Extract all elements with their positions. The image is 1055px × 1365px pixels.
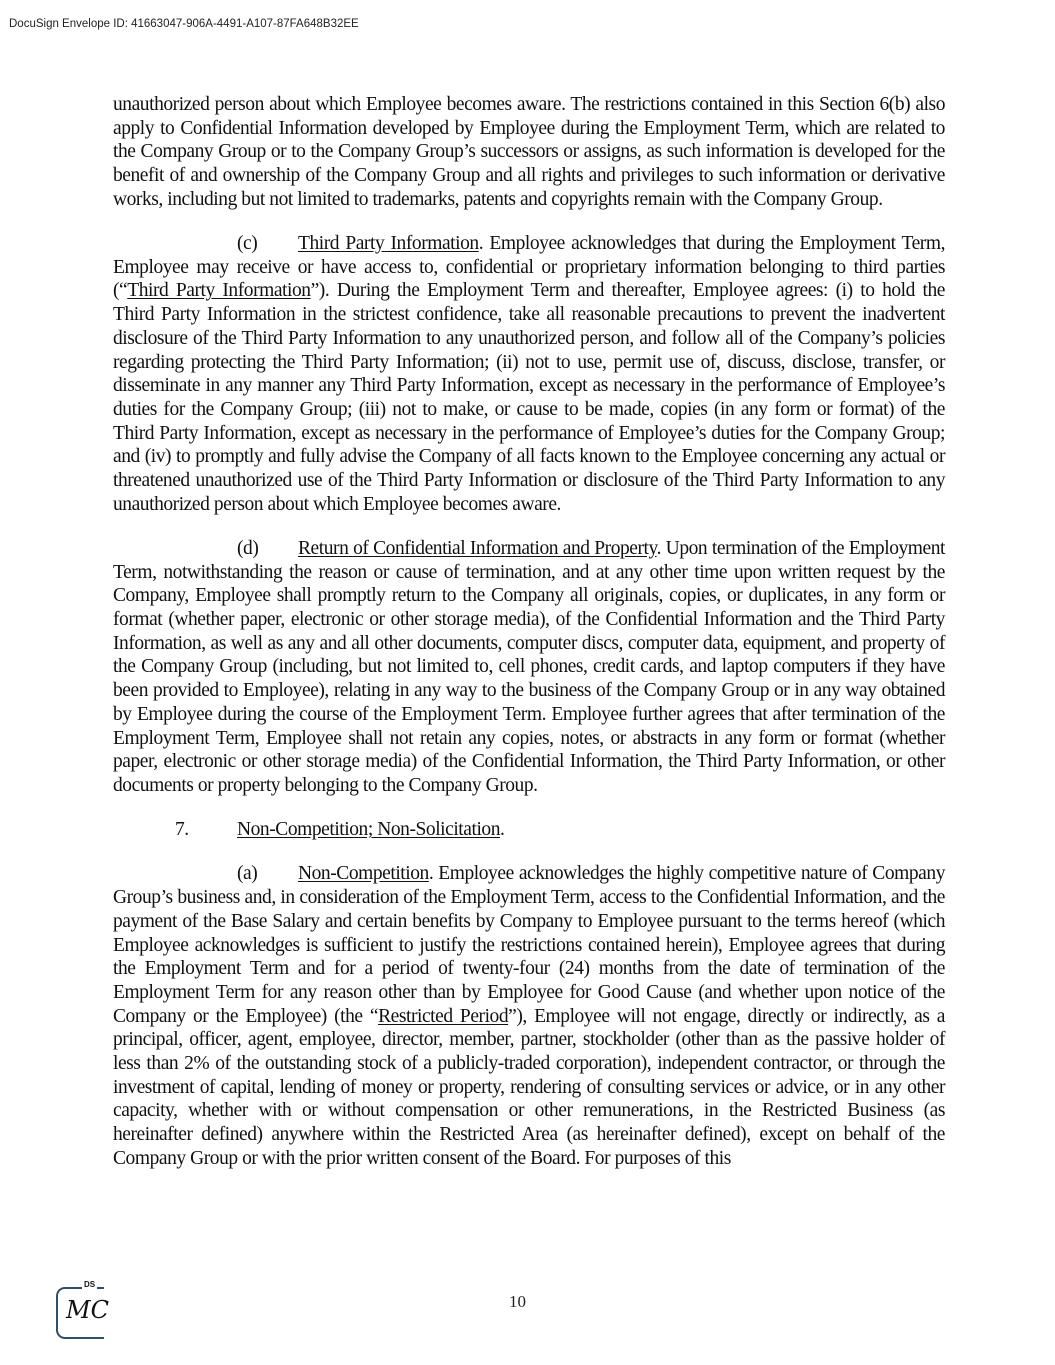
section-7a-label: (a) [237,863,258,885]
section-7-number: 7. [175,819,189,841]
signer-initials: MC [66,1296,109,1324]
page-number: 10 [509,1292,526,1311]
section-7a-title: Non-Competition [298,863,429,885]
section-d-title: Return of Confidential Information and Property [298,537,657,559]
section-7a-intro: . Employee acknowledges the highly competitive nature of Company Group’s business and, in consideration of the Employment Term, access to the Confidential Information, and the payment of the Base Salary and certain benefits by Company to Employee pursuant to the terms hereof (which Employee acknowledges is sufficient to justify the restrictions contained herein), Employee agrees that during the Employment Term and for a period of twenty-four (24) months from the date of termination of the Employment Term for any reason other than by Employee for Good Cause (and whether upon notice of the Company or the Employee) (the “ [113,863,945,1027]
section-c-label: (c) [237,233,258,255]
defined-term-third-party-information: Third Party Information [127,280,311,302]
section-7a-non-competition [113,862,945,1170]
section-d-return-of-property [113,537,945,798]
docusign-ds-label: DS [84,1280,96,1289]
defined-term-restricted-period: Restricted Period [378,1005,509,1027]
section-d-body: . Upon termination of the Employment Term, notwithstanding the reason or cause of termination, and at any other time upon written request by the Company, Employee shall promptly return to the Company all originals, copies, or duplicates, in any form or format (whether paper, electronic or other storage media), of the Confidential Information and the Third Party Information, as well as any and all other documents, computer discs, computer data, equipment, and property of the Company Group (including, but not limited to, cell phones, credit cards, and laptop computers if they have been provided to Employee), relating in any way to the business of the Company Group or in any way obtained by Employee during the course of the Employment Term. Employee further agrees that after termination of the Employment Term, Employee shall not retain any copies, notes, or abstracts in any form or format (whether paper, electronic or other storage media) of the Confidential Information, the Third Party Information, or other documents or property belonging to the Company Group. [113,537,945,796]
continuation-paragraph: unauthorized person about which Employee becomes aware. The restrictions contained in this Section 6(b) also apply to Confidential Information developed by Employee during the Employment Term, which are related to the Company Group or to the Company Group’s successors or assigns, as such information is developed for the benefit of and ownership of the Company Group and all rights and privileges to such information or derivative works, including but not limited to trademarks, patents and copyrights remain with the Company Group. [113,94,945,210]
section-c-body: ”). During the Employment Term and thereafter, Employee agrees: (i) to hold the Third Party Information in the strictest confidence, take all reasonable precautions to prevent the inadvertent disclosure of the Third Party Information to any unauthorized person, and follow all of the Company’s policies regarding protecting the Third Party Information; (ii) not to use, permit use of, discuss, disclose, transfer, or disseminate in any manner any Third Party Information, except as necessary in the performance of Employee’s duties for the Company Group; (iii) not to make, or cause to be made, copies (in any form or format) of the Third Party Information, except as necessary in the performance of Employee’s duties for the Company Group; and (iv) to promptly and fully advise the Company of all facts known to the Employee concerning any actual or threatened unauthorized use of the Third Party Information or disclosure of the Third Party Information to any unauthorized person about which Employee becomes aware. [113,280,945,515]
document-page [113,93,945,1191]
section-7-title: Non-Competition; Non-Solicitation [237,819,501,841]
section-c-intro: . Employee acknowledges that during the Employment Term, Employee may receive or have access to, confidential or proprietary information belonging to third parties (“ [113,233,945,302]
section-7-heading: 7. Non-Competition; Non-Solicitation. [113,818,945,842]
section-c-title: Third Party Information [298,233,479,255]
section-7a-body: ”), Employee will not engage, directly or indirectly, as a principal, officer, agent, employee, director, member, partner, stockholder (other than as the passive holder of less than 2% of the outstanding stock of a publicly-traded corporation), independent contractor, or through the investment of capital, lending of money or property, rendering of consulting services or advice, or in any other capacity, whether with or without compensation or other remunerations, in the Restricted Business (as hereinafter defined) anywhere within the Restricted Area (as hereinafter defined), except on behalf of the Company Group or with the prior written consent of the Board. For purposes of this [113,1005,946,1169]
section-c-third-party-information [113,232,945,516]
section-d-label: (d) [237,537,259,559]
docusign-envelope-id: DocuSign Envelope ID: 41663047-906A-4491-A107-87FA648B32EE [9,18,359,30]
